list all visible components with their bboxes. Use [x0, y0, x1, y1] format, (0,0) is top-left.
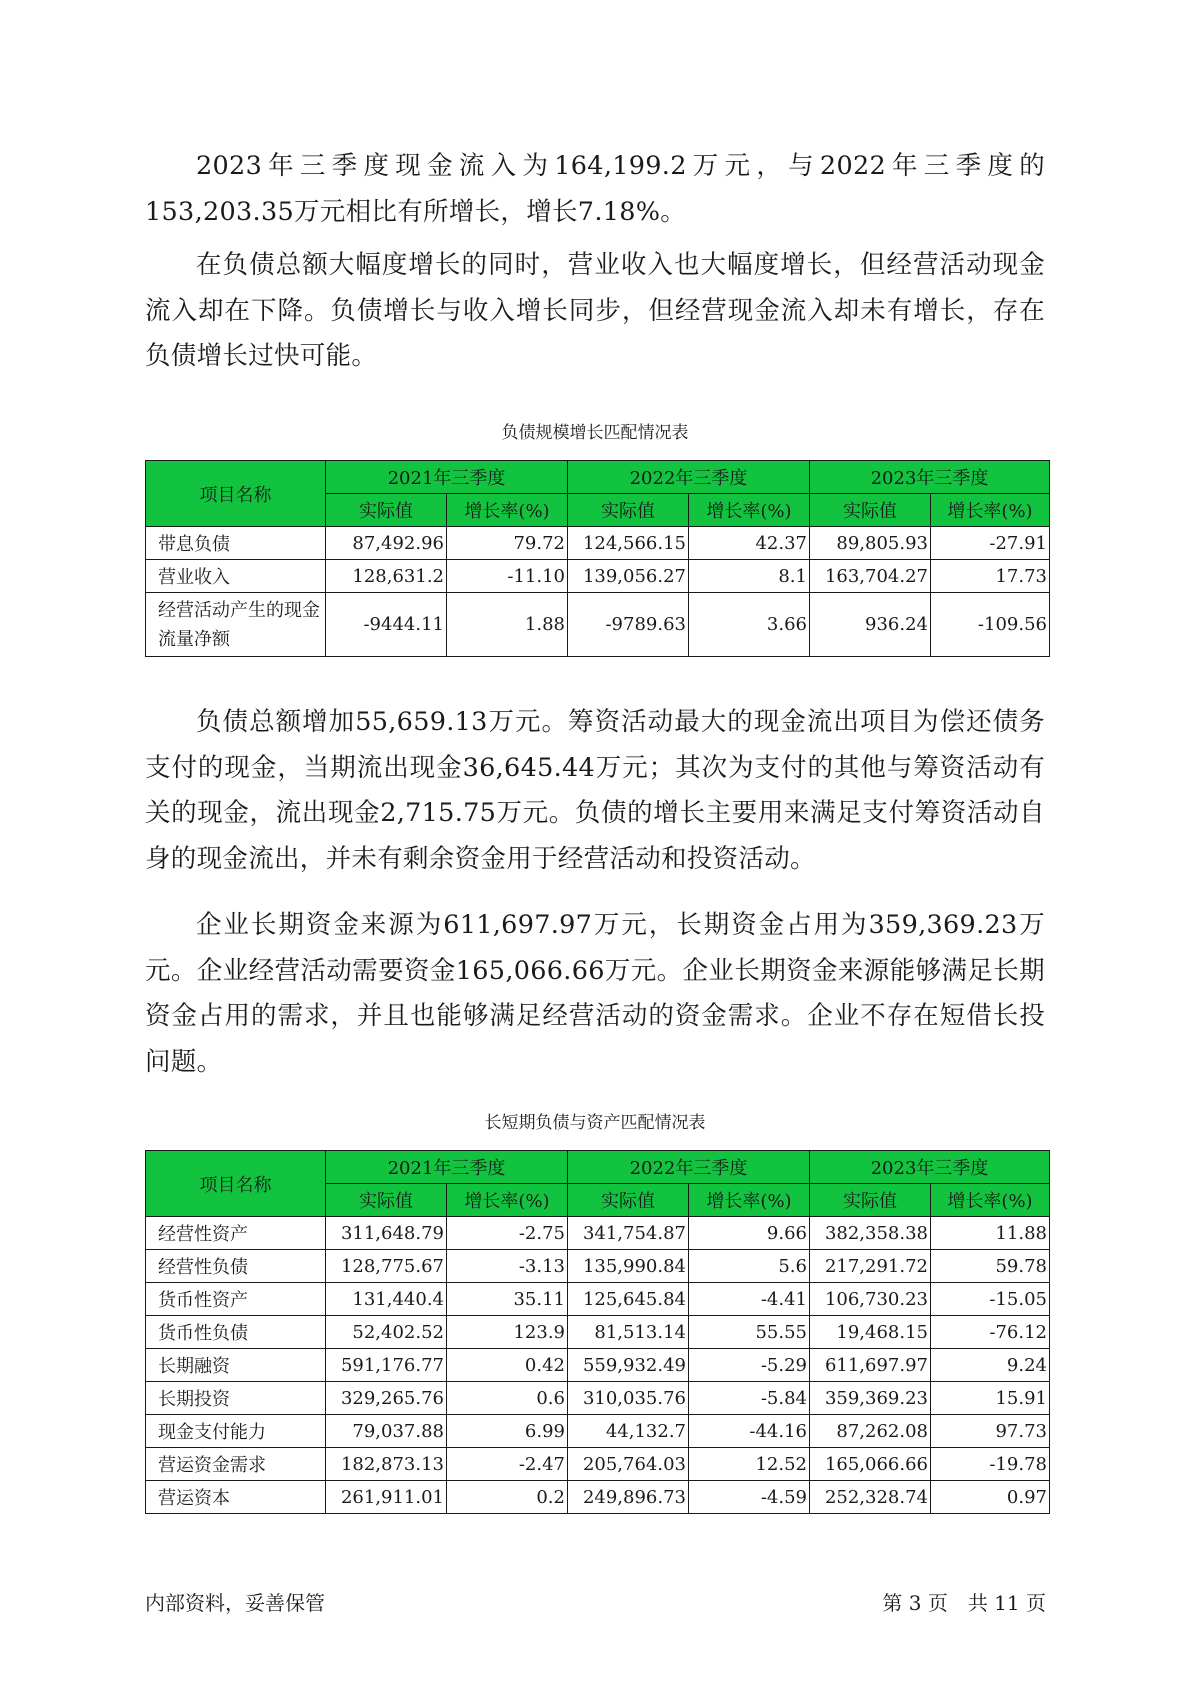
cell-value: 261,911.01 — [326, 1481, 447, 1514]
header-growth: 增长率(%) — [931, 494, 1050, 527]
cell-value: -3.13 — [447, 1250, 568, 1283]
cell-value: 382,358.38 — [810, 1217, 931, 1250]
cell-value: 81,513.14 — [568, 1316, 689, 1349]
row-label: 营运资金需求 — [146, 1448, 326, 1481]
cell-value: 135,990.84 — [568, 1250, 689, 1283]
cell-value: 8.1 — [689, 560, 810, 593]
cell-value: -9444.11 — [326, 593, 447, 657]
header-item-name: 项目名称 — [146, 461, 326, 527]
footer-page-number: 第 3 页 共 11 页 — [882, 1591, 1046, 1615]
cell-value: 87,492.96 — [326, 527, 447, 560]
cell-value: 249,896.73 — [568, 1481, 689, 1514]
header-period-2023: 2023年三季度 — [810, 1151, 1050, 1184]
table-row — [146, 1250, 1050, 1283]
cell-value: 106,730.23 — [810, 1283, 931, 1316]
header-period-2022: 2022年三季度 — [568, 1151, 810, 1184]
cell-value: -15.05 — [931, 1283, 1050, 1316]
header-item-name: 项目名称 — [146, 1151, 326, 1217]
cell-value: 311,648.79 — [326, 1217, 447, 1250]
cell-value: 19,468.15 — [810, 1316, 931, 1349]
cell-value: -9789.63 — [568, 593, 689, 657]
cell-value: 52,402.52 — [326, 1316, 447, 1349]
cell-value: 87,262.08 — [810, 1415, 931, 1448]
cell-value: -27.91 — [931, 527, 1050, 560]
row-label: 货币性负债 — [146, 1316, 326, 1349]
cell-value: 89,805.93 — [810, 527, 931, 560]
table-row — [146, 527, 1050, 560]
table-row — [146, 1448, 1050, 1481]
cell-value: 359,369.23 — [810, 1382, 931, 1415]
header-actual: 实际值 — [568, 494, 689, 527]
cell-value: 163,704.27 — [810, 560, 931, 593]
cell-value: 124,566.15 — [568, 527, 689, 560]
paragraph-long-term-funding: 企业长期资金来源为611,697.97万元，长期资金占用为359,369.23万元。企业经营活动需要资金165,066.66万元。企业长期资金来源能够满足长期资金占用的需求，并且也能够满足经营活动的资金需求。企业不存在短借长投问题。 — [145, 910, 1045, 1077]
row-label: 长期融资 — [146, 1349, 326, 1382]
row-label: 营业收入 — [146, 560, 326, 593]
table-row — [146, 1349, 1050, 1382]
table-row — [146, 560, 1050, 593]
cell-value: 9.66 — [689, 1217, 810, 1250]
cell-value: 3.66 — [689, 593, 810, 657]
cell-value: -5.29 — [689, 1349, 810, 1382]
row-label: 经营性资产 — [146, 1217, 326, 1250]
cell-value: 591,176.77 — [326, 1349, 447, 1382]
cell-value: -76.12 — [931, 1316, 1050, 1349]
cell-value: 0.42 — [447, 1349, 568, 1382]
row-label: 长期投资 — [146, 1382, 326, 1415]
table-row — [146, 1415, 1050, 1448]
header-actual: 实际值 — [326, 1184, 447, 1217]
cell-value: -4.59 — [689, 1481, 810, 1514]
cell-value: 42.37 — [689, 527, 810, 560]
cell-value: 6.99 — [447, 1415, 568, 1448]
cell-value: 0.6 — [447, 1382, 568, 1415]
cell-value: -44.16 — [689, 1415, 810, 1448]
footer-confidential: 内部资料，妥善保管 — [145, 1591, 325, 1615]
table1-caption: 负债规模增长匹配情况表 — [501, 423, 689, 443]
cell-value: 12.52 — [689, 1448, 810, 1481]
cell-value: 55.55 — [689, 1316, 810, 1349]
paragraph-financing-outflow: 负债总额增加55,659.13万元。筹资活动最大的现金流出项目为偿还债务支付的现金，当期流出现金36,645.44万元；其次为支付的其他与筹资活动有关的现金，流出现金2,715.75万元。负债的增长主要用来满足支付筹资活动自身的现金流出，并未有剩余资金用于经营活动和投资活动。 — [145, 707, 1045, 874]
table-row — [146, 1283, 1050, 1316]
cell-value: 252,328.74 — [810, 1481, 931, 1514]
cell-value: 936.24 — [810, 593, 931, 657]
cell-value: 123.9 — [447, 1316, 568, 1349]
cell-value: 559,932.49 — [568, 1349, 689, 1382]
header-period-2023: 2023年三季度 — [810, 461, 1050, 494]
cell-value: -5.84 — [689, 1382, 810, 1415]
row-label: 经营性负债 — [146, 1250, 326, 1283]
cell-value: 5.6 — [689, 1250, 810, 1283]
cell-value: -11.10 — [447, 560, 568, 593]
cell-value: 205,764.03 — [568, 1448, 689, 1481]
row-label: 货币性资产 — [146, 1283, 326, 1316]
table-row — [146, 1382, 1050, 1415]
cell-value: 611,697.97 — [810, 1349, 931, 1382]
header-growth: 增长率(%) — [689, 494, 810, 527]
cell-value: 125,645.84 — [568, 1283, 689, 1316]
cell-value: 217,291.72 — [810, 1250, 931, 1283]
header-growth: 增长率(%) — [689, 1184, 810, 1217]
header-period-2021: 2021年三季度 — [326, 1151, 568, 1184]
header-growth: 增长率(%) — [447, 1184, 568, 1217]
header-actual: 实际值 — [326, 494, 447, 527]
cell-value: 79.72 — [447, 527, 568, 560]
cell-value: 44,132.7 — [568, 1415, 689, 1448]
row-label: 营运资本 — [146, 1481, 326, 1514]
row-label: 带息负债 — [146, 527, 326, 560]
table-row — [146, 593, 1050, 657]
cell-value: 11.88 — [931, 1217, 1050, 1250]
header-period-2022: 2022年三季度 — [568, 461, 810, 494]
cell-value: 128,631.2 — [326, 560, 447, 593]
cell-value: 131,440.4 — [326, 1283, 447, 1316]
table-row — [146, 1481, 1050, 1514]
cell-value: 15.91 — [931, 1382, 1050, 1415]
cell-value: -2.75 — [447, 1217, 568, 1250]
table2-caption: 长短期负债与资产匹配情况表 — [484, 1113, 706, 1133]
cell-value: 59.78 — [931, 1250, 1050, 1283]
cell-value: 9.24 — [931, 1349, 1050, 1382]
row-label: 现金支付能力 — [146, 1415, 326, 1448]
cell-value: 0.97 — [931, 1481, 1050, 1514]
cell-value: 97.73 — [931, 1415, 1050, 1448]
cell-value: -4.41 — [689, 1283, 810, 1316]
cell-value: 310,035.76 — [568, 1382, 689, 1415]
cell-value: 1.88 — [447, 593, 568, 657]
header-actual: 实际值 — [810, 1184, 931, 1217]
table-row — [146, 1217, 1050, 1250]
paragraph-cash-inflow: 2023年三季度现金流入为164,199.2万元，与2022年三季度的153,203.35万元相比有所增长，增长7.18%。 — [145, 151, 1045, 227]
cell-value: 35.11 — [447, 1283, 568, 1316]
cell-value: 182,873.13 — [326, 1448, 447, 1481]
cell-value: 79,037.88 — [326, 1415, 447, 1448]
cell-value: 0.2 — [447, 1481, 568, 1514]
cell-value: 139,056.27 — [568, 560, 689, 593]
cell-value: 341,754.87 — [568, 1217, 689, 1250]
cell-value: -19.78 — [931, 1448, 1050, 1481]
header-growth: 增长率(%) — [447, 494, 568, 527]
cell-value: 17.73 — [931, 560, 1050, 593]
cell-value: 128,775.67 — [326, 1250, 447, 1283]
cell-value: -109.56 — [931, 593, 1050, 657]
cell-value: 329,265.76 — [326, 1382, 447, 1415]
paragraph-debt-growth: 在负债总额大幅度增长的同时，营业收入也大幅度增长，但经营活动现金流入却在下降。负债增长与收入增长同步，但经营现金流入却未有增长，存在负债增长过快可能。 — [145, 250, 1045, 371]
table-row — [146, 1316, 1050, 1349]
header-period-2021: 2021年三季度 — [326, 461, 568, 494]
header-actual: 实际值 — [810, 494, 931, 527]
header-growth: 增长率(%) — [931, 1184, 1050, 1217]
debt-growth-table — [145, 460, 1050, 657]
header-actual: 实际值 — [568, 1184, 689, 1217]
asset-liability-match-table — [145, 1150, 1050, 1514]
cell-value: -2.47 — [447, 1448, 568, 1481]
cell-value: 165,066.66 — [810, 1448, 931, 1481]
row-label: 经营活动产生的现金流量净额 — [146, 593, 326, 657]
